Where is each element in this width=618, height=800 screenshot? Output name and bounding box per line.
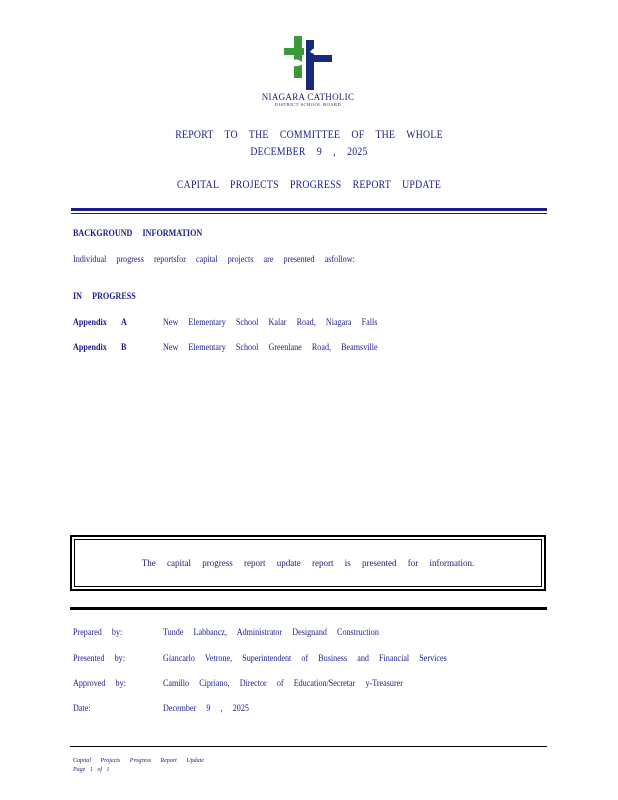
approved-by-label: Approved by: [73, 678, 126, 688]
report-date: DECEMBER 9 , 2025 [250, 146, 368, 158]
header-rule-thin [71, 213, 547, 214]
report-heading: REPORT TO THE COMMITTEE OF THE WHOLE [175, 129, 443, 141]
prepared-by-label: Prepared by: [73, 627, 123, 637]
report-title: CAPITAL PROJECTS PROGRESS REPORT UPDATE [176, 179, 442, 191]
logo-subname: DISTRICT SCHOOL BOARD [274, 102, 342, 107]
background-text: Individual progress reportsfor capital projects are presented asfollow: [73, 254, 355, 264]
recommendation-text: The capital progress report update report is presented for information. [141, 558, 475, 568]
header-rule-thick [71, 208, 547, 211]
appendix-a-letter: A [121, 317, 127, 327]
footer-rule [70, 746, 547, 747]
appendix-a-description: New Elementary School Kalar Road, Niagara Falls [163, 317, 378, 327]
appendix-b-letter: B [121, 342, 127, 352]
appendix-a-label: Appendix [73, 317, 107, 327]
footer-page: Page 1 of 1 [73, 767, 110, 773]
logo-text [258, 92, 358, 108]
board-logo [284, 36, 332, 90]
logo-name: NIAGARA CATHOLIC [261, 92, 355, 102]
approved-by-value: Camillo Cipriano, Director of Education/Secretar y-Treasurer [163, 678, 403, 688]
presented-by-value: Giancarlo Vetrone, Superintendent of Business and Financial Services [163, 653, 447, 663]
background-heading: BACKGROUND INFORMATION [73, 228, 203, 238]
prepared-by-value: Tunde Labbancz, Administrator Designand Construction [163, 627, 379, 637]
date-value: December 9 , 2025 [163, 703, 249, 713]
footer-title: Capital Projects Progress Report Update [73, 758, 204, 764]
signature-rule [70, 607, 547, 610]
presented-by-label: Presented by: [73, 653, 125, 663]
appendix-b-description: New Elementary School Greenlane Road, Beamsville [163, 342, 378, 352]
date-label: Date: [73, 703, 91, 713]
in-progress-heading: IN PROGRESS [73, 291, 136, 301]
appendix-b-label: Appendix [73, 342, 107, 352]
